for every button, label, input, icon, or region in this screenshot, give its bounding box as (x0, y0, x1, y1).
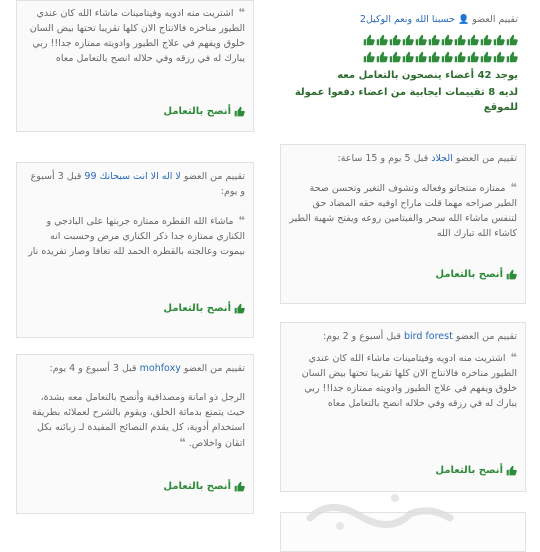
member-link[interactable]: الجلاد (431, 153, 453, 164)
review-body: الرجل ذو امانة ومصداقية وأنصح بالتعامل معه بشدة، حيث يتمتع بدماثة الخلق، ويقوم بالشرح لعملائه بطريقة استخدام أدوية، كل يقدم النصائح المفيدة لـ زبائنه بكل اتقان واخلاص. (32, 392, 245, 449)
review-text (17, 390, 253, 451)
review-card (16, 0, 254, 132)
watermark-shape (300, 488, 460, 533)
thumbs-up-icon (455, 34, 466, 45)
review-text (281, 350, 525, 411)
thumbs-up-icon (494, 34, 505, 45)
review-card (280, 144, 526, 304)
review-time: قبل أسبوع و 2 يوم: (322, 331, 401, 342)
thumbs-up-icon (403, 51, 414, 62)
member-link[interactable]: لا اله الا انت سبحانك 99 (84, 171, 181, 182)
review-time: قبل 3 أسبوع و 4 يوم: (49, 363, 137, 374)
quote-icon: ❝ (179, 436, 186, 449)
thumbs-up-icon (507, 51, 518, 62)
review-body: ماشاء الله القطره ممتازه جربتها على البادجي و الكناري ممتازه جدا ذكر الكناري مرض وحسبت انه بيموت وعالجته بالقطره الحمد لله تعافا وصار تفريده نار (28, 216, 245, 257)
rating-prefix: تقييم العضو (472, 14, 518, 25)
summary-recommenders: يوجد 42 أعضاء ينصحون بالتعامل معه (337, 70, 518, 81)
quote-icon: ❝ (510, 181, 517, 194)
thumbs-up-icon (234, 303, 245, 314)
thumbs-up-icon (364, 51, 375, 62)
recommend-label: أنصح بالتعامل (163, 303, 231, 314)
thumbs-up-icon (442, 51, 453, 62)
review-body: اشتريت منه ادويه وفيتامينات ماشاء الله كان عندي الطيور مناخره فالانتاج الان كلها تقريبا تحتها بيض السان خلوق ويفهم في علاج الطيور وادويته ممتازه جدا!! ربي يبارك له في رزقه وفي حلاله انصح بالتعامل معاه (29, 8, 245, 64)
thumbs-up-icon (429, 34, 440, 45)
member-link[interactable]: mohfoxy (139, 363, 181, 374)
review-time: قبل 3 أسبوع و يوم: (30, 171, 245, 197)
recommend-label: أنصح بالتعامل (435, 465, 503, 476)
review-card (280, 322, 526, 492)
thumbs-up-icon (455, 51, 466, 62)
top-rating-card (280, 4, 526, 130)
thumbs-up-icon (481, 34, 492, 45)
thumbs-up-icon (468, 51, 479, 62)
thumbs-up-icon (390, 51, 401, 62)
review-body: اشتريت منه ادويه وفيتامينات ماشاء الله كان عندي الطيور مناخره فالانتاج الان كلها تقريبا تحتها بيض السان خلوق ويفهم في علاج الطيور وادويته ممتازه جدا!! ربي يبارك له في رزقه وفي حلاله انصح بالتعامل معاه (301, 353, 517, 409)
review-prefix: تقييم من العضو (455, 331, 517, 342)
thumbs-grid (280, 34, 526, 62)
thumbs-up-icon (403, 34, 414, 45)
summary-paid-ratings: لديه 8 تقييمات ايجابية من اعضاء دفعوا عمولة للموقع (294, 87, 518, 113)
review-time: قبل 5 يوم و 15 ساعة: (337, 153, 429, 164)
site-watermark-logo (300, 488, 460, 533)
review-body: ممتازه منتجاتو وفعاله وتشوف التغير وتحسن صحة الطير صراحه مهما قلت ماراح اوفيه حقه المضاد حق لتنفس ماشاء الله سحر والفيتامين روعه ويفتح شهية الطير كاشاء الله تبارك الله (289, 183, 517, 239)
quote-icon: ❝ (238, 214, 245, 227)
review-header (281, 151, 525, 166)
thumbs-row (280, 34, 526, 45)
review-text (17, 213, 253, 259)
member-link[interactable]: حسبنا الله ونعم الوكيل2 (359, 14, 455, 25)
review-card (16, 354, 254, 514)
recommend-badge (163, 479, 245, 494)
thumbs-up-icon (364, 34, 375, 45)
thumbs-up-icon (481, 51, 492, 62)
quote-icon: ❝ (510, 351, 517, 364)
review-text (281, 180, 525, 241)
thumbs-up-icon (377, 34, 388, 45)
thumbs-up-icon (377, 51, 388, 62)
thumbs-up-icon (494, 51, 505, 62)
review-header (281, 329, 525, 344)
thumbs-up-icon (442, 34, 453, 45)
recommend-badge (435, 267, 517, 282)
thumbs-up-icon (234, 481, 245, 492)
thumbs-up-icon (468, 34, 479, 45)
recommend-badge (163, 104, 245, 119)
review-header (17, 169, 253, 199)
member-link[interactable]: bird forest (403, 331, 453, 342)
thumbs-row (280, 51, 526, 62)
thumbs-up-icon (506, 269, 517, 280)
thumbs-up-icon (416, 34, 427, 45)
review-prefix: تقييم من العضو (183, 171, 245, 182)
thumbs-up-icon (506, 465, 517, 476)
recommend-label: أنصح بالتعامل (435, 269, 503, 280)
review-header (17, 361, 253, 376)
recommend-label: أنصح بالتعامل (163, 481, 231, 492)
review-prefix: تقييم من العضو (455, 153, 517, 164)
thumbs-up-icon (234, 106, 245, 117)
thumbs-up-icon (416, 51, 427, 62)
review-card (16, 162, 254, 338)
recommend-label: أنصح بالتعامل (163, 106, 231, 117)
thumbs-up-icon (429, 51, 440, 62)
review-text (17, 5, 253, 66)
thumbs-up-icon (390, 34, 401, 45)
recommend-badge (163, 301, 245, 316)
quote-icon: ❝ (238, 6, 245, 19)
recommend-badge (435, 463, 517, 478)
review-prefix: تقييم من العضو (183, 363, 245, 374)
thumbs-up-icon (507, 34, 518, 45)
top-card-header (280, 12, 526, 28)
user-icon: 👤 (457, 15, 470, 25)
